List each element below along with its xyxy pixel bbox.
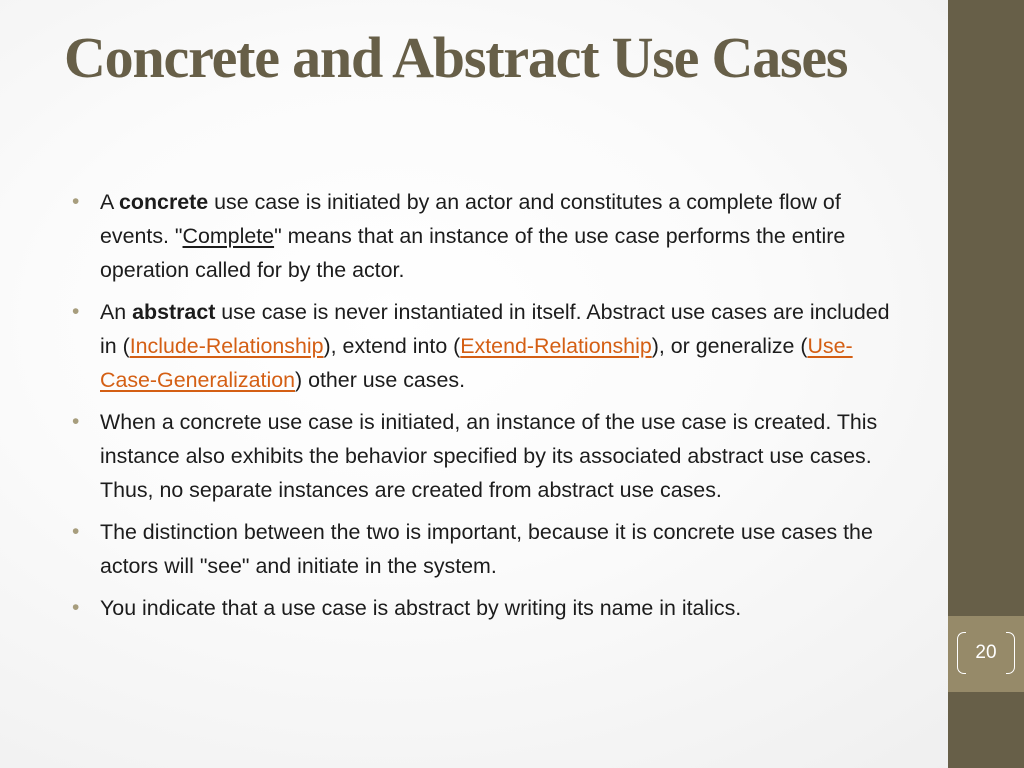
bullet-text-part: ) other use cases. — [295, 368, 466, 392]
bullet-text-part: use case is initiated by an actor and constitutes a complete flow of events. " — [100, 190, 841, 248]
bullet-item-concrete — [72, 185, 900, 287]
bullet-item-initiation — [72, 405, 900, 507]
extend-relationship-link[interactable]: Extend-Relationship — [460, 334, 652, 358]
bold-term-concrete: concrete — [119, 190, 209, 214]
page-number-box — [948, 616, 1024, 692]
bullet-list — [72, 185, 900, 633]
bullet-text-part: ), extend into ( — [323, 334, 461, 358]
bullet-marker: • — [72, 300, 80, 323]
bullet-text-part: A — [100, 190, 120, 214]
bullet-item-italics — [72, 591, 900, 625]
right-bracket-icon — [1006, 632, 1015, 674]
bullet-text-part: use case is never instantiated in itself. Abstract use cases are included in ( — [100, 300, 890, 358]
bullet-marker: • — [72, 520, 80, 543]
use-case-generalization-link[interactable]: Use-Case-Generalization — [100, 334, 853, 392]
bold-term-abstract: abstract — [132, 300, 216, 324]
bullet-item-distinction — [72, 515, 900, 583]
bullet-marker: • — [72, 410, 80, 433]
bullet-text: The distinction between the two is important, because it is concrete use cases the actors will "see" and initiate in the system. — [100, 520, 873, 578]
bullet-text: When a concrete use case is initiated, an instance of the use case is created. This instance also exhibits the behavior specified by its associated abstract use cases. Thus, no separate instances are created from abstract use cases. — [100, 410, 878, 502]
bullet-text: You indicate that a use case is abstract by writing its name in italics. — [100, 596, 742, 620]
bullet-text-part: " means that an instance of the use case performs the entire operation called for by the actor. — [100, 224, 846, 282]
underlined-term-complete: Complete — [182, 224, 275, 248]
page-number: 20 — [975, 642, 997, 663]
slide-title: Concrete and Abstract Use Cases — [64, 25, 848, 90]
bullet-text-part: ), or generalize ( — [651, 334, 808, 358]
bullet-marker: • — [72, 190, 80, 213]
include-relationship-link[interactable]: Include-Relationship — [129, 334, 324, 358]
bullet-text-part: An — [100, 300, 133, 324]
bullet-marker: • — [72, 596, 80, 619]
bullet-item-abstract — [72, 295, 900, 397]
